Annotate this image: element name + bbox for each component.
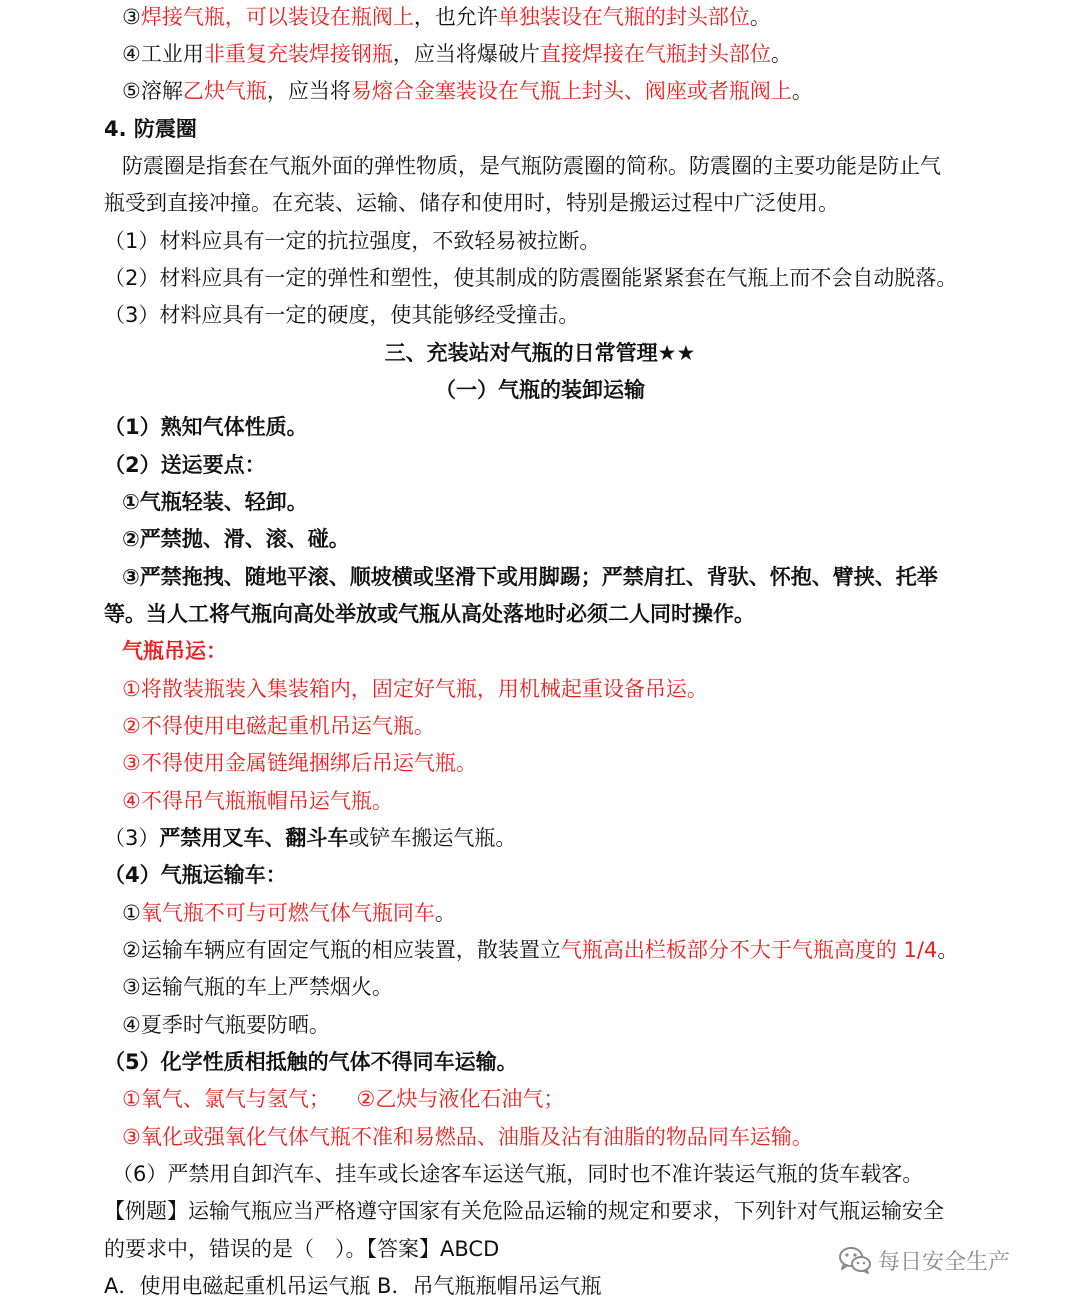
list-item: ④不得吊气瓶瓶帽吊运气瓶。 (122, 789, 393, 813)
example-question: 【例题】运输气瓶应当严格遵守国家有关危险品运输的规定和要求，下列针对气瓶运输安全 (104, 1199, 944, 1223)
list-item: ④夏季时气瓶要防晒。 (122, 1013, 330, 1037)
watermark-text: 每日安全生产 (878, 1249, 1011, 1275)
list-item: （1）材料应具有一定的抗拉强度，不致轻易被拉断。 (104, 229, 601, 253)
list-item: （5）化学性质相抵触的气体不得同车运输。 (104, 1050, 518, 1074)
list-item: ②运输车辆应有固定气瓶的相应装置，散装置立气瓶高出栏板部分不大于气瓶高度的 1/4。 (122, 938, 959, 962)
list-item: ①气瓶轻装、轻卸。 (122, 490, 308, 514)
wechat-icon (838, 1245, 872, 1275)
list-item: （3）材料应具有一定的硬度，使其能够经受撞击。 (104, 303, 580, 327)
paragraph-line: 防震圈是指套在气瓶外面的弹性物质，是气瓶防震圈的简称。防震圈的主要功能是防止气 (122, 154, 941, 178)
sub-heading: （一）气瓶的装卸运输 (435, 378, 645, 402)
list-item: （2）送运要点： (104, 453, 266, 477)
section-heading: 4. 防震圈 (104, 117, 197, 141)
list-item: ①氧气、氯气与氢气； ②乙炔与液化石油气； (122, 1087, 565, 1111)
paragraph-line: 等。当人工将气瓶向高处举放或气瓶从高处落地时必须二人同时操作。 (104, 602, 755, 626)
list-item: ③严禁拖拽、随地平滚、顺坡横或坚滑下或用脚踢；严禁肩扛、背驮、怀抱、臂挟、托举 (122, 565, 938, 589)
list-item: （3）严禁用叉车、翻斗车或铲车搬运气瓶。 (104, 826, 517, 850)
wechat-watermark (838, 1243, 1010, 1277)
list-item: ②严禁抛、滑、滚、碰。 (122, 527, 350, 551)
list-item: ③氧化或强氧化气体气瓶不准和易燃品、油脂及沾有油脂的物品同车运输。 (122, 1125, 813, 1149)
list-item: ①将散装瓶装入集装箱内，固定好气瓶，用机械起重设备吊运。 (122, 677, 708, 701)
answer-options: A．使用电磁起重机吊运气瓶 B．吊气瓶瓶帽吊运气瓶 (104, 1274, 602, 1298)
chapter-heading: 三、充装站对气瓶的日常管理★★ (384, 341, 696, 365)
list-item: （1）熟知气体性质。 (104, 415, 308, 439)
text-line: ⑤溶解乙炔气瓶，应当将易熔合金塞装设在气瓶上封头、阀座或者瓶阀上。 (122, 79, 813, 103)
example-question: 的要求中，错误的是（ ）。【答案】ABCD (104, 1237, 500, 1261)
text-line: ③焊接气瓶，可以装设在瓶阀上，也允许单独装设在气瓶的封头部位。 (122, 5, 771, 29)
list-item: ③不得使用金属链绳捆绑后吊运气瓶。 (122, 751, 477, 775)
text-line: ④工业用非重复充装焊接钢瓶，应当将爆破片直接焊接在气瓶封头部位。 (122, 42, 792, 66)
red-heading: 气瓶吊运： (122, 639, 227, 663)
list-item: ②不得使用电磁起重机吊运气瓶。 (122, 714, 435, 738)
list-item: （4）气瓶运输车： (104, 863, 287, 887)
paragraph-line: 瓶受到直接冲撞。在充装、运输、储存和使用时，特别是搬运过程中广泛使用。 (104, 191, 839, 215)
list-item: （6）严禁用自卸汽车、挂车或长途客车运送气瓶，同时也不准许装运气瓶的货车载客。 (112, 1162, 924, 1186)
list-item: ③运输气瓶的车上严禁烟火。 (122, 975, 393, 999)
list-item: ①氧气瓶不可与可燃气体气瓶同车。 (122, 901, 456, 925)
list-item: （2）材料应具有一定的弹性和塑性，使其制成的防震圈能紧紧套在气瓶上而不会自动脱落。 (104, 266, 958, 290)
